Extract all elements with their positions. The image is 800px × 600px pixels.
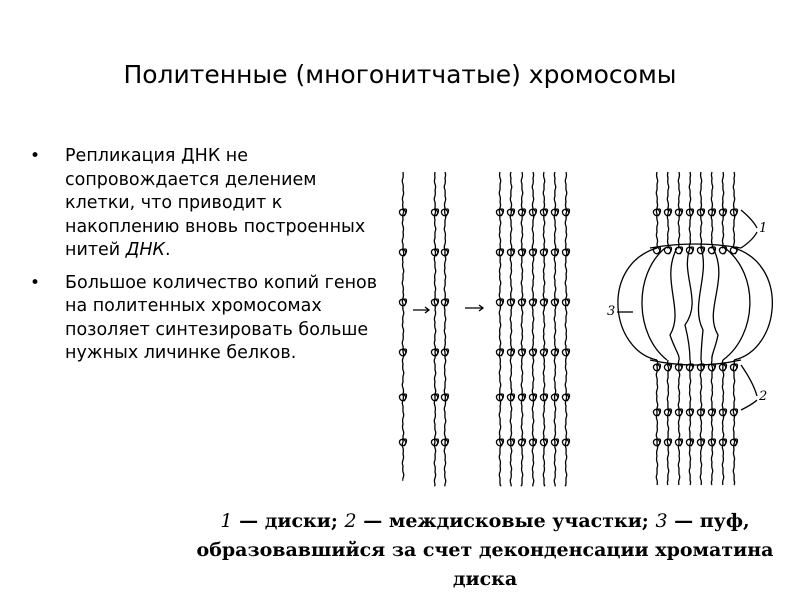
slide-title: Политенные (многонитчатые) хромосомы bbox=[123, 60, 677, 89]
chromatin-knot bbox=[664, 247, 671, 254]
bullet-dot-icon: • bbox=[30, 272, 41, 293]
bullet-text: Большое количество копий генов на политенных хромосомах позоляет синтезировать больше нужных личинке белков. bbox=[65, 272, 378, 363]
caption-num-1: 1 bbox=[220, 510, 233, 532]
puff-loop bbox=[642, 248, 667, 360]
bullet-list bbox=[30, 145, 380, 375]
puff-loop bbox=[698, 248, 703, 360]
caption-text-3: — пуф, образовавшийся за счет деконденсации хроматина диска bbox=[196, 510, 774, 590]
chromosome-strand bbox=[700, 360, 701, 485]
figure-label-3: 3 bbox=[607, 304, 616, 319]
bullet-item bbox=[30, 272, 380, 366]
caption-num-3: 3 bbox=[655, 510, 668, 532]
caption-num-2: 2 bbox=[344, 510, 357, 532]
bullet-text-italic: ДНК bbox=[125, 240, 165, 260]
chromosome-strand bbox=[678, 360, 679, 485]
chromosome-strand bbox=[402, 172, 404, 480]
puff-loop bbox=[670, 248, 679, 360]
caption-text-2: — междисковые участки; bbox=[356, 510, 656, 532]
chromosome-strand bbox=[689, 360, 690, 485]
disc-band bbox=[650, 244, 741, 248]
puff-loop bbox=[685, 248, 692, 360]
bullet-item bbox=[30, 145, 380, 263]
arrow-icon bbox=[413, 307, 429, 313]
chromosome-strand bbox=[733, 360, 734, 485]
figure-label-1: 1 bbox=[759, 221, 768, 236]
label-pointer bbox=[741, 365, 757, 410]
chromosome-strand bbox=[667, 360, 668, 485]
chromosome-strand bbox=[711, 360, 712, 485]
bullet-dot-icon: • bbox=[30, 146, 41, 166]
caption-text-1: — диски; bbox=[232, 510, 345, 532]
bullet-text-end: . bbox=[164, 240, 171, 260]
figure-caption bbox=[170, 507, 800, 594]
polytene-chromosome-figure bbox=[385, 160, 795, 505]
chromosome-strand bbox=[722, 360, 723, 485]
figure-drawing bbox=[399, 172, 772, 486]
bullet-text: Репликация ДНК не сопровождается делением клетки, что приводит к накоплению вновь построенных нитей bbox=[65, 146, 366, 260]
puff-loop bbox=[723, 248, 750, 360]
disc-band bbox=[650, 360, 741, 365]
label-pointer bbox=[741, 210, 757, 248]
chromosome-strand bbox=[656, 360, 657, 485]
puff-loop bbox=[712, 248, 719, 360]
figure-label-2: 2 bbox=[759, 389, 768, 404]
arrow-icon bbox=[465, 305, 483, 311]
